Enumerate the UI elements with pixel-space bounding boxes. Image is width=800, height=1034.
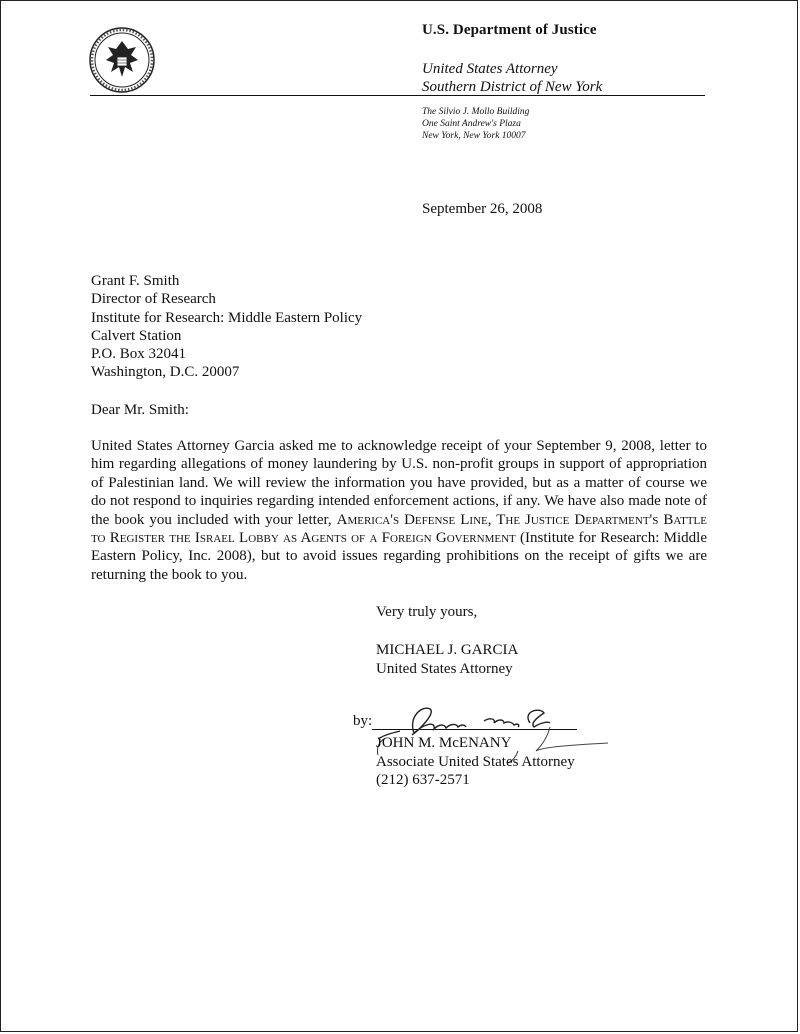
body-part-2: (Institute for Research: Middle Eastern Policy, Inc. 2008), but to avoid issues regarding prohibitions on the receipt of gifts we are returning the book to you. (91, 530, 707, 583)
signer-name: MICHAEL J. GARCIA (376, 642, 519, 658)
recipient-po-box: P.O. Box 32041 (91, 346, 187, 363)
letter-date: September 26, 2008 (422, 201, 543, 217)
signer-block (376, 641, 518, 678)
address-line-1: The Silvio J. Mollo Building (422, 107, 530, 117)
office-line-1: United States Attorney (422, 61, 558, 77)
deputy-phone: (212) 637-2571 (376, 772, 470, 788)
recipient-name: Grant F. Smith (91, 273, 180, 289)
doj-seal-icon (89, 27, 155, 93)
letter-body (91, 437, 707, 584)
office-address (422, 106, 529, 142)
recipient-station: Calvert Station (91, 327, 182, 344)
agency-name: U.S. Department of Justice (422, 22, 597, 38)
letterhead-rule (90, 95, 705, 96)
body-part-1: United States Attorney Garcia asked me to acknowledge receipt of your September 9, 2008, letter to him regarding allegations of money laundering by U.S. non-profit groups in support of appropriation of Palestinian land. We will review the information you have provided, but as a matter of course we do not respond to inquiries regarding intended enforcement actions, if any. We have also made note of the book you included with your letter, (91, 438, 707, 528)
by-label: by: (353, 713, 373, 729)
office-line-2: Southern District of New York (422, 79, 603, 95)
address-line-2: One Saint Andrew's Plaza (422, 119, 521, 129)
salutation: Dear Mr. Smith: (91, 402, 189, 418)
recipient-address (91, 272, 362, 382)
deputy-name: JOHN M. McENANY (376, 735, 512, 751)
recipient-title: Director of Research (91, 291, 216, 308)
signer-title: United States Attorney (376, 660, 513, 677)
book-title: America's Defense Line, The Justice Department's Battle to Register the Israel Lobby as Agents of a Foreign Government (91, 511, 707, 547)
address-line-3: New York, New York 10007 (422, 131, 526, 141)
recipient-organization: Institute for Research: Middle Eastern Policy (91, 309, 363, 326)
complimentary-closing: Very truly yours, (376, 604, 478, 620)
deputy-title: Associate United States Attorney (376, 753, 575, 770)
office-name (422, 60, 602, 96)
deputy-signer-block (376, 734, 575, 790)
recipient-city: Washington, D.C. 20007 (91, 364, 240, 381)
